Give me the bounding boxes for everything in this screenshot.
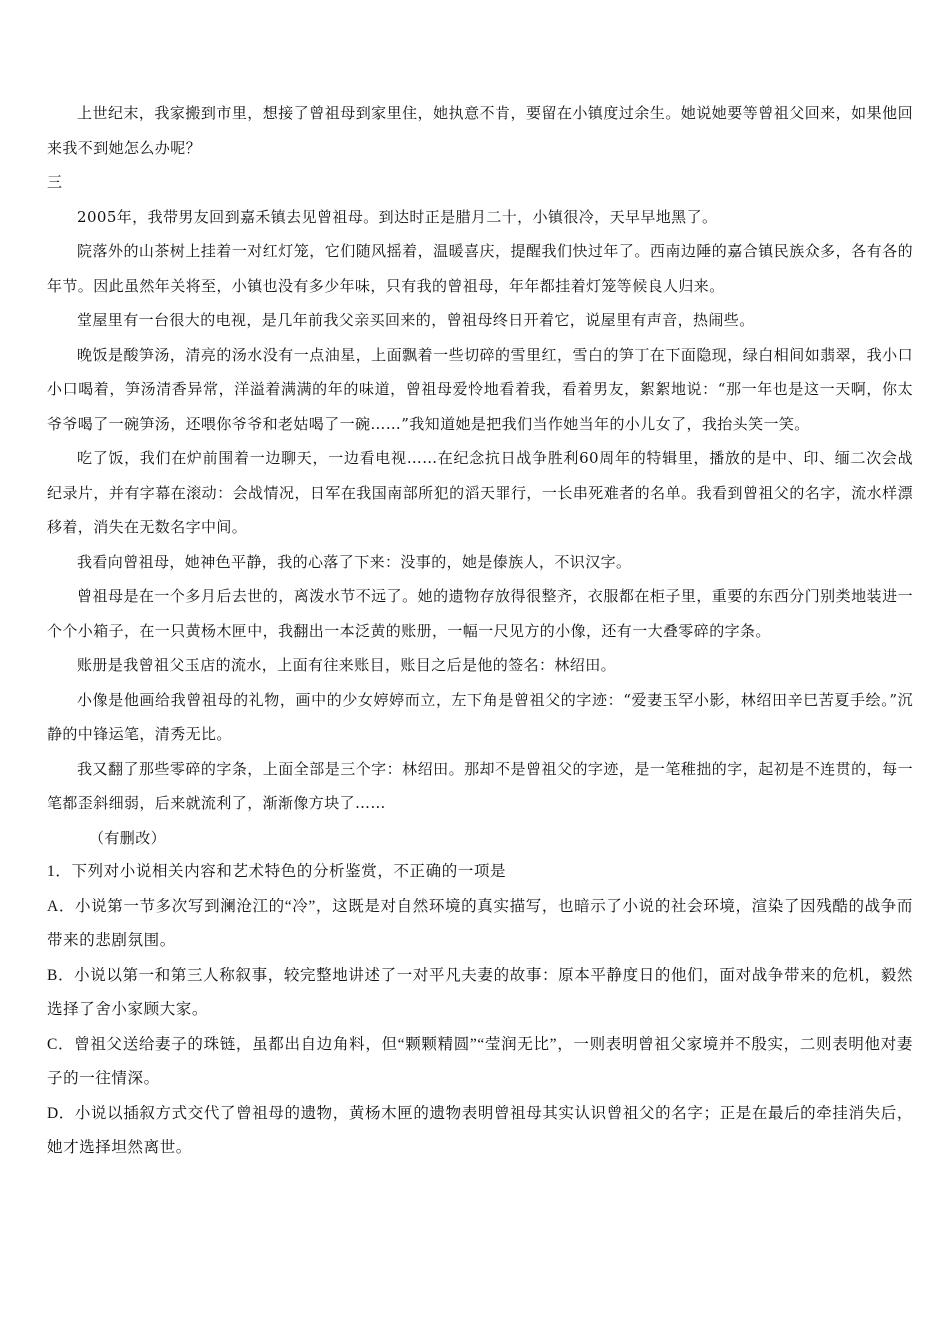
story-paragraph-6: 吃了饭，我们在炉前围着一边聊天，一边看电视……在纪念抗日战争胜利60周年的特辑里，播放的是中、印、缅二次会战纪录片，并有字幕在滚动：会战情况，日军在我国南部所犯的滔天罪行，一长串死难者的名单。我看到曾祖父的名字，流水样漂移着，消失在无数名字中间。 xyxy=(47,449,913,536)
story-paragraph-3: 院落外的山茶树上挂着一对红灯笼，它们随风摇着，温暖喜庆，提醒我们快过年了。西南边陲的嘉合镇民族众多，各有各的年节。因此虽然年关将至，小镇也没有多少年味，只有我的曾祖母，年年都挂着灯笼等候良人归来。 xyxy=(47,242,913,295)
document-page xyxy=(47,0,913,1166)
option-d: D．小说以插叙方式交代了曾祖母的遗物，黄杨木匣的遗物表明曾祖母其实认识曾祖父的名字；正是在最后的牵挂消失后，她才选择坦然离世。 xyxy=(47,1104,913,1156)
story-paragraph-5: 晚饭是酸笋汤，清亮的汤水没有一点油星，上面飘着一些切碎的雪里红，雪白的笋丁在下面隐现，绿白相间如翡翠，我小口小口喝着，笋汤清香异常，洋溢着满满的年的味道，曾祖母爱怜地看着我，看着男友，絮絮地说：“那一年也是这一天啊，你太爷爷喝了一碗笋汤，还喂你爷爷和老姑喝了一碗……”我知道她是把我们当作她当年的小儿女了，我抬头笑一笑。 xyxy=(47,345,913,433)
option-a: A．小说第一节多次写到澜沧江的“冷”，这既是对自然环境的真实描写，也暗示了小说的社会环境，渲染了因残酷的战争而带来的悲剧氛围。 xyxy=(47,897,913,949)
question-stem: 1．下列对小说相关内容和艺术特色的分析鉴赏，不正确的一项是 xyxy=(47,863,507,880)
option-b: B．小说以第一和第三人称叙事，较完整地讲述了一对平凡夫妻的故事：原本平静度日的他们，面对战争带来的危机，毅然选择了舍小家顾大家。 xyxy=(47,966,913,1018)
option-c: C．曾祖父送给妻子的珠链，虽都出自边角料，但“颗颗精圆”“莹润无比”，一则表明曾祖父家境并不殷实，二则表明他对妻子的一往情深。 xyxy=(47,1035,913,1087)
story-paragraph-2: 2005年，我带男友回到嘉禾镇去见曾祖母。到达时正是腊月二十，小镇很冷，天早早地黑了。 xyxy=(77,207,718,226)
story-paragraph-9: 账册是我曾祖父玉店的流水，上面有往来账目，账目之后是他的签名：林绍田。 xyxy=(77,656,617,674)
story-paragraph-4: 堂屋里有一台很大的电视，是几年前我父亲买回来的，曾祖母终日开着它，说屋里有声音，热闹些。 xyxy=(77,311,755,329)
story-paragraph-1: 上世纪末，我家搬到市里，想接了曾祖母到家里住，她执意不肯，要留在小镇度过余生。她说她要等曾祖父回来，如果他回来我不到她怎么办呢？ xyxy=(47,104,913,157)
story-paragraph-11: 我又翻了那些零碎的字条，上面全部是三个字：林绍田。那却不是曾祖父的字迹，是一笔稚拙的字，起初是不连贯的，每一笔都歪斜细弱，后来就流利了，渐渐像方块了…… xyxy=(47,759,913,812)
story-paragraph-8: 曾祖母是在一个多月后去世的，离泼水节不远了。她的遗物存放得很整齐，衣服都在柜子里，重要的东西分门别类地装进一个个小箱子，在一只黄杨木匣中，我翻出一本泛黄的账册，一幅一尺见方的小像，还有一大叠零碎的字条。 xyxy=(47,587,913,640)
story-paragraph-7: 我看向曾祖母，她神色平静，我的心落了下来：没事的，她是傣族人，不识汉字。 xyxy=(77,552,632,571)
story-paragraph-10: 小像是他画给我曾祖母的礼物，画中的少女婷婷而立，左下角是曾祖父的字迹：“爱妻玉罕小影，林绍田辛巳苦夏手绘。”沉静的中锋运笔，清秀无比。 xyxy=(47,690,913,743)
edit-note: （有删改） xyxy=(89,828,167,847)
section-label: 三 xyxy=(47,173,63,191)
